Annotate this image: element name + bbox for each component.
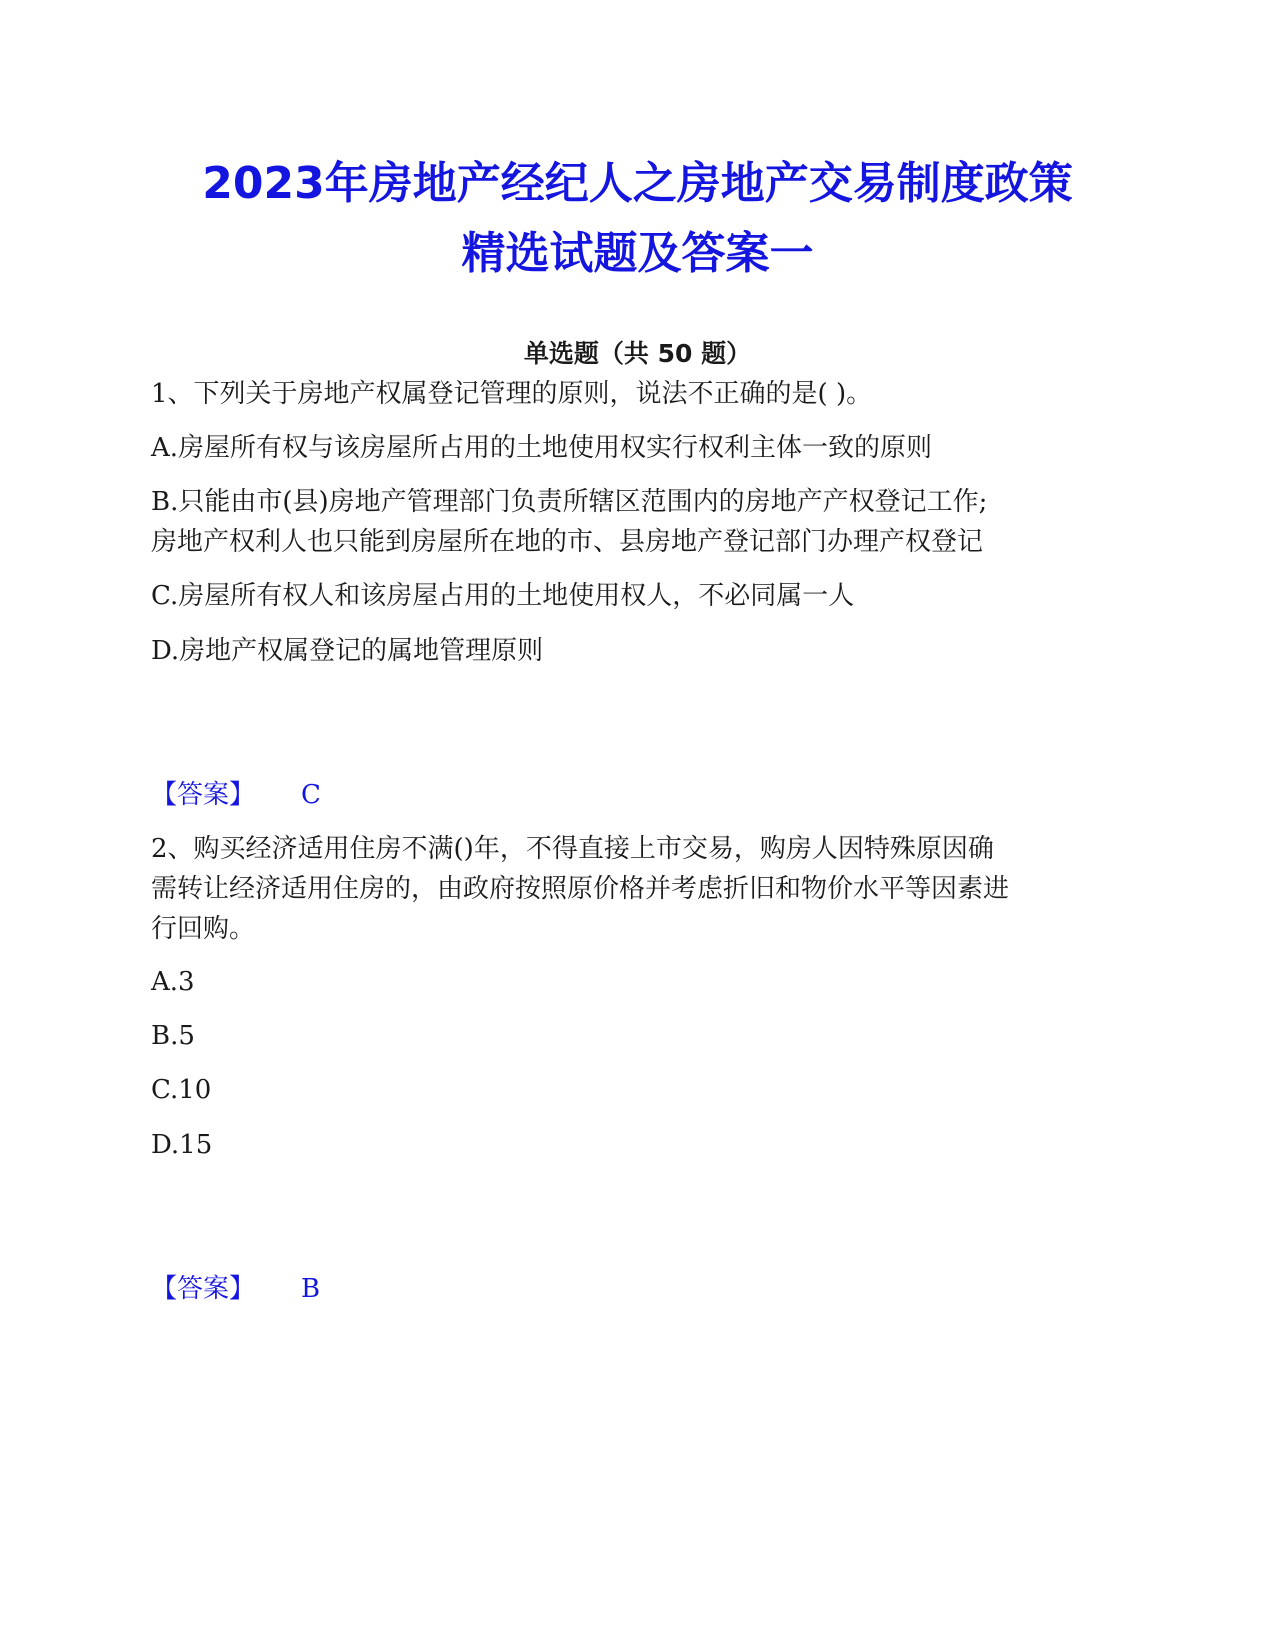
- question-1-option-c: C.房屋所有权人和该房屋占用的土地使用权人，不必同属一人: [151, 581, 855, 611]
- answer-value: C: [301, 780, 321, 810]
- question-2-option-d: D.15: [151, 1130, 213, 1160]
- question-2-option-a: A.3: [151, 967, 195, 997]
- answer-value: B: [301, 1274, 321, 1304]
- question-1-option-b-line-2: 房地产权利人也只能到房屋所在地的市、县房地产登记部门办理产权登记: [151, 527, 984, 557]
- answer-label: 【答案】: [151, 780, 256, 810]
- question-2-option-c: C.10: [151, 1075, 212, 1105]
- question-1-stem: 1、下列关于房地产权属登记管理的原则，说法不正确的是( )。: [151, 379, 873, 409]
- question-2-stem-line-1: 2、购买经济适用住房不满()年，不得直接上市交易，购房人因特殊原因确: [151, 834, 994, 864]
- question-1-option-b-line-1: B.只能由市(县)房地产管理部门负责所辖区范围内的房地产产权登记工作;: [151, 487, 988, 517]
- question-1-option-a: A.房屋所有权与该房屋所占用的土地使用权实行权利主体一致的原则: [151, 433, 933, 463]
- question-2-stem-line-3: 行回购。: [151, 914, 256, 944]
- document-title-line-1: 2023年房地产经纪人之房地产交易制度政策: [202, 158, 1073, 209]
- document-title-line-2: 精选试题及答案一: [461, 228, 814, 279]
- section-heading: 单选题（共 50 题）: [523, 339, 752, 368]
- answer-label: 【答案】: [151, 1274, 256, 1304]
- question-1-answer: [151, 771, 321, 819]
- question-2-option-b: B.5: [151, 1021, 195, 1051]
- question-1-option-d: D.房地产权属登记的属地管理原则: [151, 636, 544, 666]
- question-2-stem-line-2: 需转让经济适用住房的，由政府按照原价格并考虑折旧和物价水平等因素进: [151, 874, 1010, 904]
- question-2-answer: [151, 1265, 320, 1313]
